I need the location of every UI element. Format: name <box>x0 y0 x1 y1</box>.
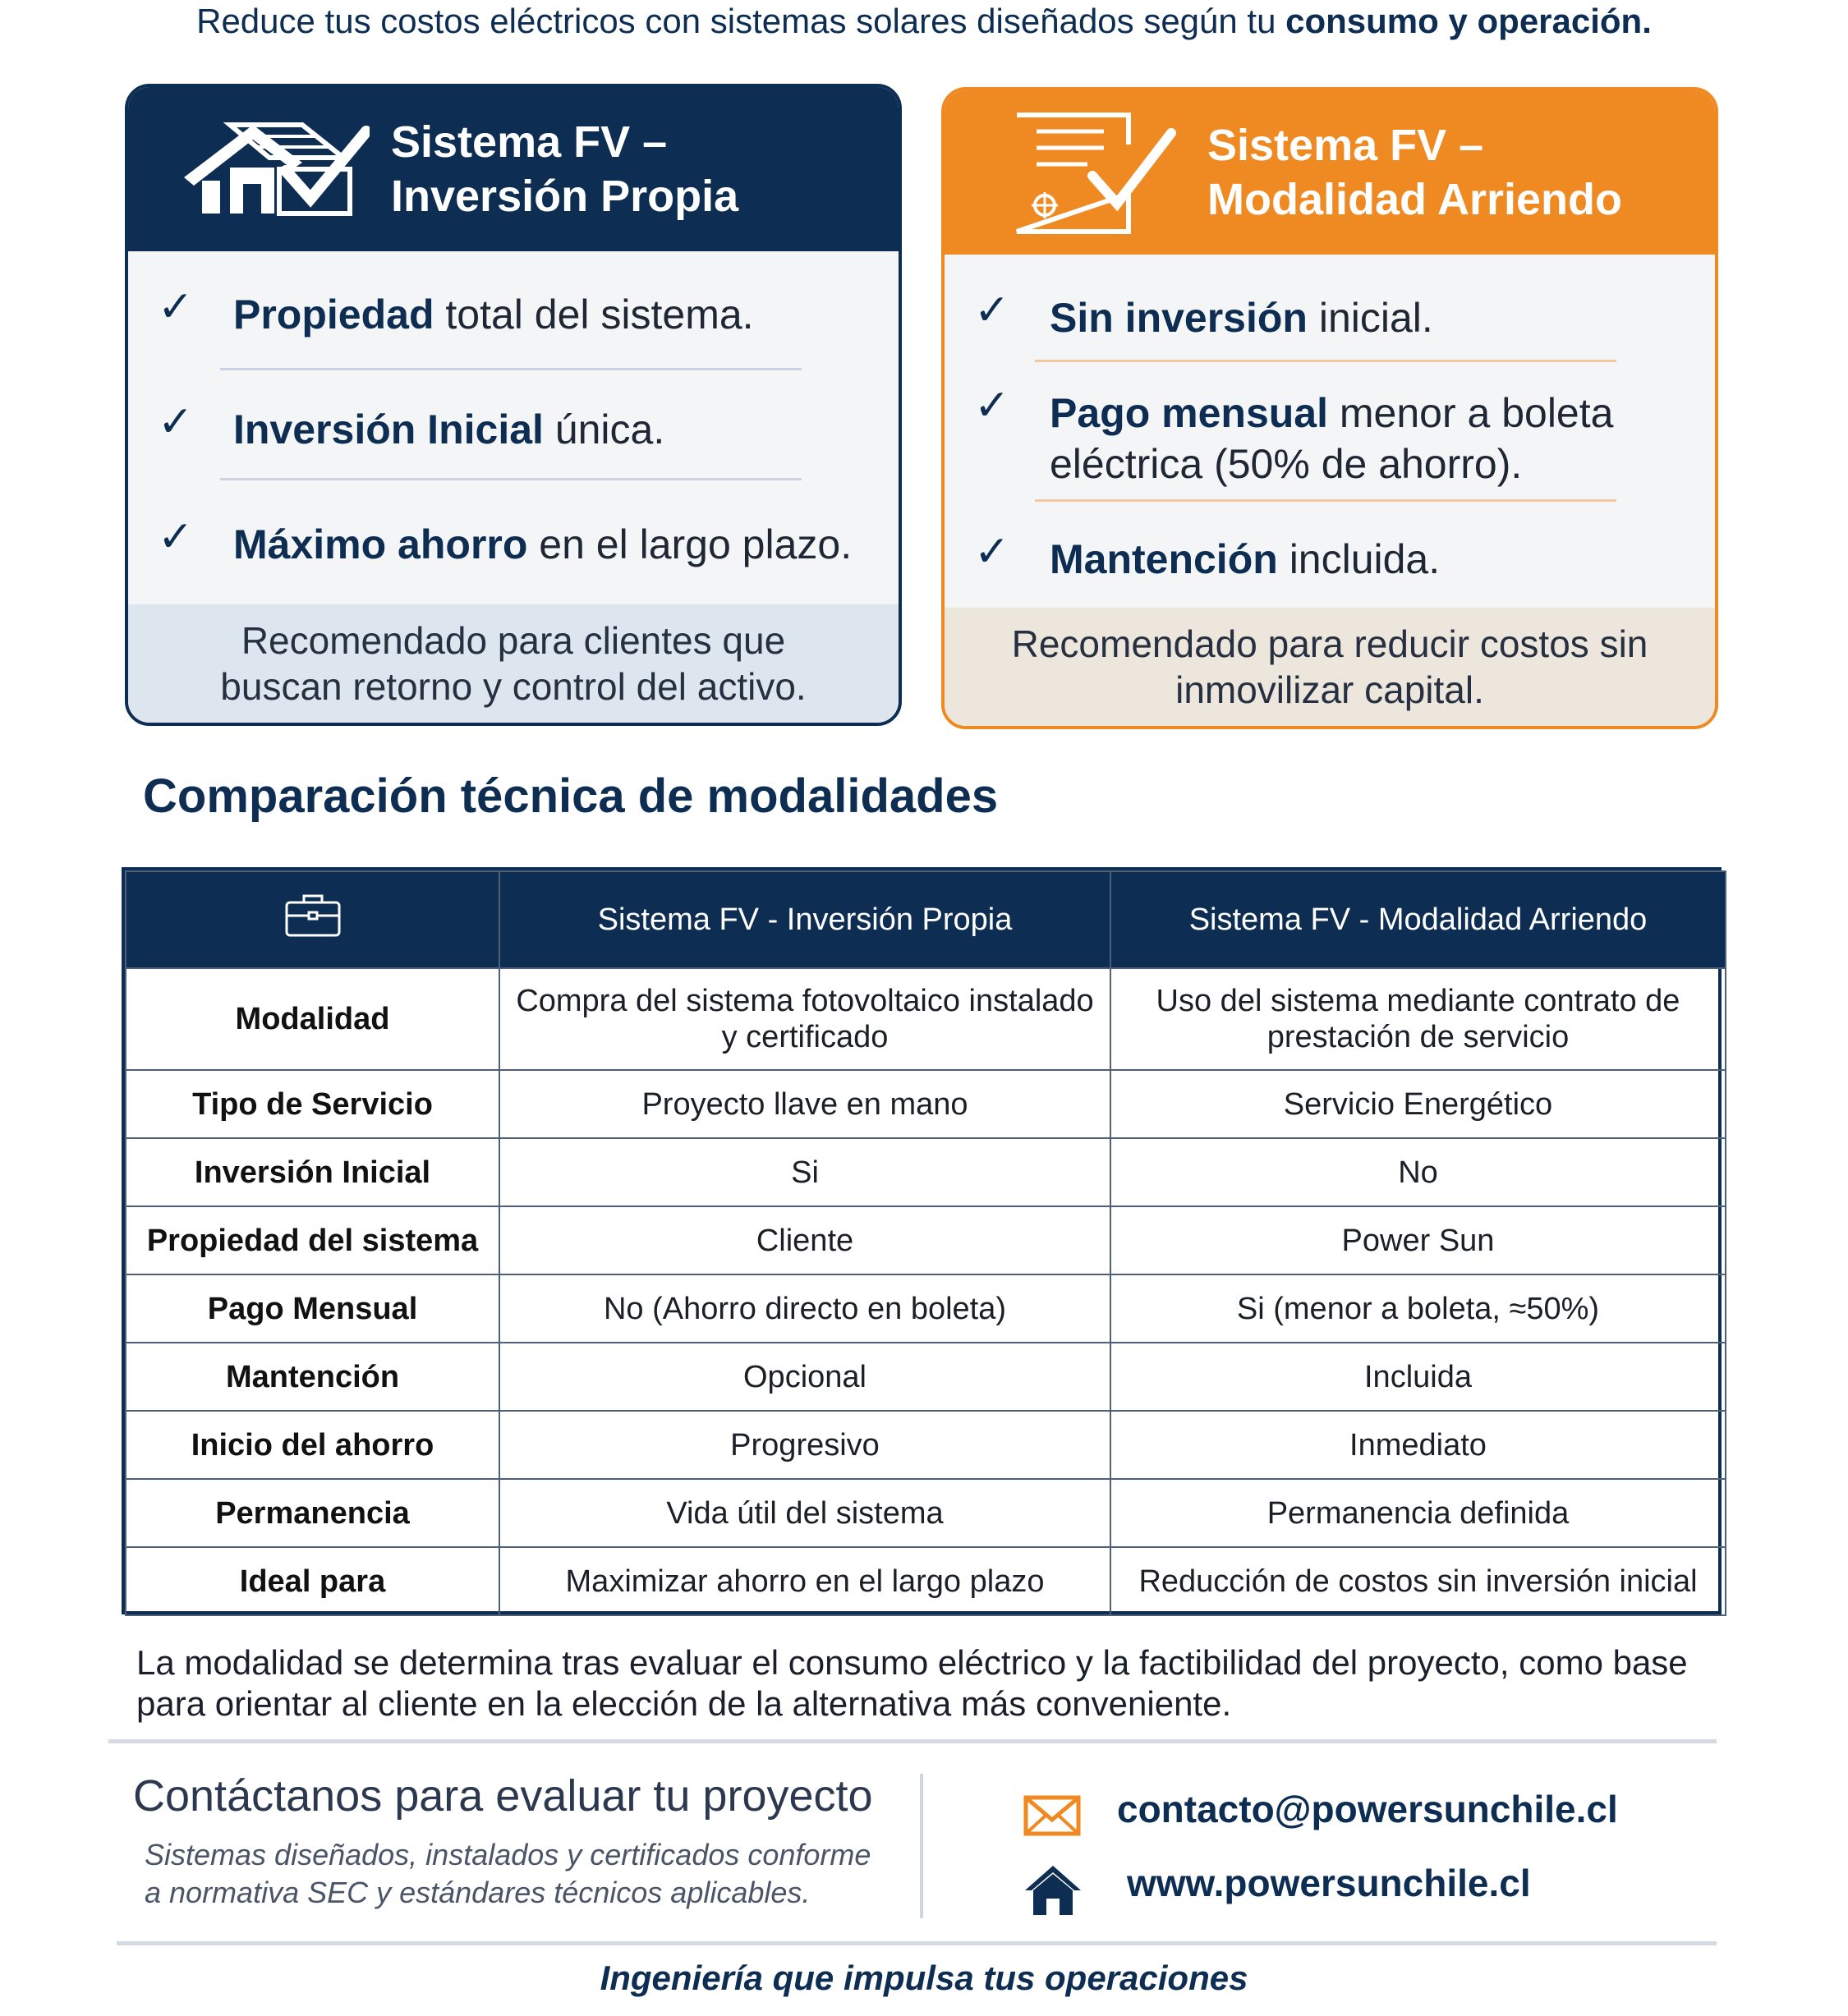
feature-rest: menor a boleta eléctrica (50% de ahorro). <box>1050 390 1614 487</box>
table-header-row <box>126 871 1726 968</box>
divider <box>220 368 802 370</box>
row-label: Pago Mensual <box>126 1274 499 1343</box>
divider <box>108 1739 1717 1743</box>
card-title-line2: Modalidad Arriendo <box>1207 175 1623 224</box>
feature-rest: total del sistema. <box>434 292 754 338</box>
checkmark-icon: ✓ <box>158 513 194 561</box>
table-row <box>126 1274 1726 1343</box>
contact-subtitle-line2: a normativa SEC y estándares técnicos aplicables. <box>145 1876 811 1909</box>
feature-bold: Pago mensual <box>1050 390 1328 436</box>
table-header-icon-cell <box>126 871 499 968</box>
cell-inversion-propia: Maximizar ahorro en el largo plazo <box>499 1547 1110 1615</box>
cell-modalidad-arriendo: Power Sun <box>1110 1206 1726 1274</box>
table-row <box>126 968 1726 1070</box>
feature-bold: Mantención <box>1050 536 1278 582</box>
table-row <box>126 1411 1726 1479</box>
card-header <box>945 90 1715 255</box>
house-check-icon <box>179 120 370 217</box>
cell-modalidad-arriendo: Servicio Energético <box>1110 1070 1726 1138</box>
intro-emphasis: consumo y operación. <box>1285 2 1652 40</box>
divider <box>1035 360 1616 362</box>
table-row <box>126 1343 1726 1411</box>
cell-modalidad-arriendo: Incluida <box>1110 1343 1726 1411</box>
card-title-line2: Inversión Propia <box>391 172 739 221</box>
cell-inversion-propia: Opcional <box>499 1343 1110 1411</box>
divider <box>1035 499 1616 502</box>
table-row <box>126 1547 1726 1615</box>
cell-inversion-propia: Cliente <box>499 1206 1110 1274</box>
table-header-col-a: Sistema FV - Inversión Propia <box>499 871 1110 968</box>
row-label: Inversión Inicial <box>126 1138 499 1206</box>
checkmark-icon: ✓ <box>974 528 1010 576</box>
card-inversion-propia <box>125 84 902 726</box>
row-label: Modalidad <box>126 968 499 1070</box>
briefcase-icon <box>284 893 342 939</box>
cell-inversion-propia: No (Ahorro directo en boleta) <box>499 1274 1110 1343</box>
card-footer-text: Recomendado para reducir costos sin inmovilizar capital. <box>1011 622 1648 711</box>
card-title <box>1207 118 1622 227</box>
section-title: Comparación técnica de modalidades <box>143 769 999 823</box>
table-row <box>126 1138 1726 1206</box>
table-row <box>126 1070 1726 1138</box>
feature-bold: Máximo ahorro <box>233 521 528 567</box>
divider <box>220 478 802 480</box>
row-label: Permanencia <box>126 1479 499 1547</box>
cell-inversion-propia: Proyecto llave en mano <box>499 1070 1110 1138</box>
contract-check-icon <box>1014 112 1178 235</box>
feature-bold: Propiedad <box>233 292 434 338</box>
contact-email-link[interactable]: contacto@powersunchile.cl <box>1117 1788 1618 1830</box>
row-label: Mantención <box>126 1343 499 1411</box>
card-title-line1: Sistema FV – <box>391 117 668 167</box>
feature-bold: Sin inversión <box>1050 295 1308 341</box>
row-label: Inicio del ahorro <box>126 1411 499 1479</box>
feature-rest: única. <box>543 406 665 452</box>
row-label: Ideal para <box>126 1547 499 1615</box>
envelope-icon <box>1023 1795 1081 1836</box>
row-label: Propiedad del sistema <box>126 1206 499 1274</box>
feature-bold: Inversión Inicial <box>233 406 544 452</box>
table-header-col-b: Sistema FV - Modalidad Arriendo <box>1110 871 1726 968</box>
card-modalidad-arriendo <box>941 87 1718 729</box>
table-row <box>126 1206 1726 1274</box>
card-footer-text: Recomendado para clientes que buscan retorno y control del activo. <box>220 619 807 708</box>
table-row <box>126 1479 1726 1547</box>
card-header <box>128 87 899 251</box>
checkmark-icon: ✓ <box>974 287 1010 334</box>
feature-rest: incluida. <box>1277 536 1441 582</box>
cell-inversion-propia: Compra del sistema fotovoltaico instalado y certificado <box>499 968 1110 1070</box>
comparison-table <box>122 867 1722 1614</box>
checkmark-icon: ✓ <box>158 283 194 331</box>
checkmark-icon: ✓ <box>158 398 194 446</box>
home-icon <box>1023 1864 1083 1917</box>
contact-website-link[interactable]: www.powersunchile.cl <box>1127 1862 1531 1904</box>
cell-modalidad-arriendo: No <box>1110 1138 1726 1206</box>
cell-inversion-propia: Progresivo <box>499 1411 1110 1479</box>
vertical-divider <box>920 1774 923 1918</box>
contact-title: Contáctanos para evaluar tu proyecto <box>133 1771 873 1821</box>
contact-subtitle-line1: Sistemas diseñados, instalados y certificados conforme <box>145 1838 871 1871</box>
contact-subtitle <box>145 1836 871 1912</box>
card-footer <box>945 608 1715 726</box>
cell-modalidad-arriendo: Permanencia definida <box>1110 1479 1726 1547</box>
card-footer <box>128 604 899 723</box>
card-title-line1: Sistema FV – <box>1207 121 1484 170</box>
note-text: La modalidad se determina tras evaluar el consumo eléctrico y la factibilidad del proyecto, como base para orientar al cliente en la elección de la alternativa más conveniente. <box>136 1643 1688 1723</box>
feature-rest: inicial. <box>1307 295 1433 341</box>
cell-modalidad-arriendo: Reducción de costos sin inversión inicial <box>1110 1547 1726 1615</box>
cell-modalidad-arriendo: Si (menor a boleta, ≈50%) <box>1110 1274 1726 1343</box>
card-title <box>391 115 738 223</box>
row-label: Tipo de Servicio <box>126 1070 499 1138</box>
checkmark-icon: ✓ <box>974 382 1010 429</box>
slogan: Ingeniería que impulsa tus operaciones <box>600 1959 1248 1997</box>
divider <box>117 1941 1717 1945</box>
intro-main: Reduce tus costos eléctricos con sistemas solares diseñados según tu <box>196 2 1286 40</box>
cell-inversion-propia: Si <box>499 1138 1110 1206</box>
intro-text <box>0 2 1848 41</box>
feature-rest: en el largo plazo. <box>527 521 853 567</box>
cell-inversion-propia: Vida útil del sistema <box>499 1479 1110 1547</box>
cell-modalidad-arriendo: Uso del sistema mediante contrato de prestación de servicio <box>1110 968 1726 1070</box>
cell-modalidad-arriendo: Inmediato <box>1110 1411 1726 1479</box>
